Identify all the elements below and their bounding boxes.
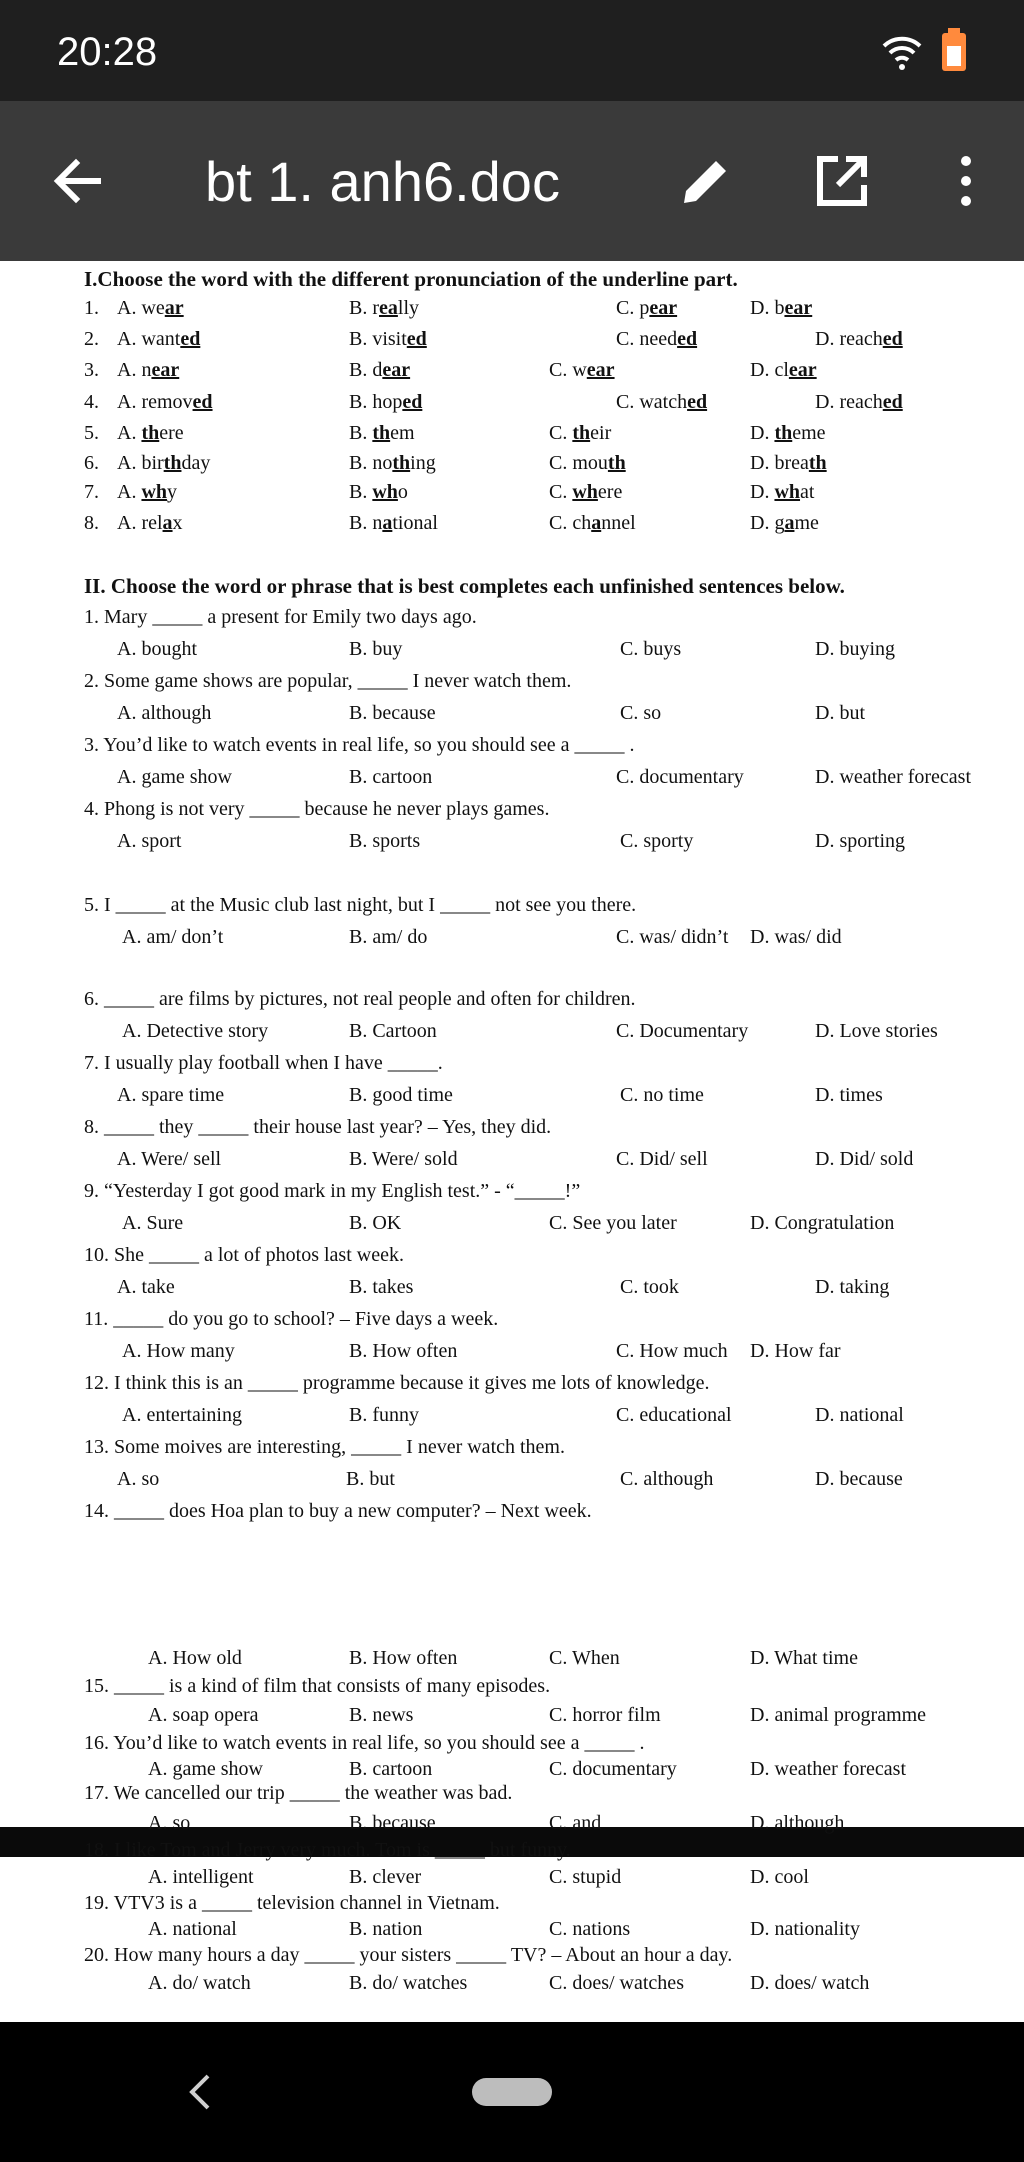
open-external-icon[interactable] [812,151,872,211]
question-text: 5. I _____ at the Music club last night, but I _____ not see you there. [84,894,637,916]
option-c: C. How much [616,1340,728,1362]
option-c: C. pear [616,297,678,319]
question-text: 12. I think this is an _____ programme because it gives me lots of knowledge. [84,1372,710,1394]
option-a: A. national [148,1918,237,1940]
option-b: B. buy [349,638,403,660]
option-c: C. stupid [549,1866,622,1888]
option-a: A. wear [117,297,184,319]
option-b: B. dear [349,359,411,381]
option-d: D. buying [815,638,895,660]
option-b: B. who [349,481,408,503]
option-c: C. documentary [616,766,744,788]
option-a: A. How old [148,1647,242,1669]
option-a: A. although [117,702,212,724]
option-c: C. needed [616,328,698,350]
option-a: A. game show [148,1758,263,1780]
option-c: C. and [549,1812,602,1834]
option-a: A. removed [117,391,213,413]
option-b: B. news [349,1704,414,1726]
option-a: A. intelligent [148,1866,254,1888]
question-text: 7. I usually play football when I have _____. [84,1052,443,1074]
option-c: C. their [549,422,612,444]
option-a: A. Were/ sell [117,1148,222,1170]
option-c: C. Documentary [616,1020,749,1042]
option-a: A. soap opera [148,1704,259,1726]
option-a: A. entertaining [122,1404,242,1426]
option-c: C. took [620,1276,679,1298]
question-text: 14. _____ does Hoa plan to buy a new computer? – Next week. [84,1500,592,1522]
option-c: C. educational [616,1404,732,1426]
question-text: 6. _____ are films by pictures, not real people and often for children. [84,988,636,1010]
option-a: A. How many [122,1340,235,1362]
row-number: 5. [84,422,99,444]
option-a: A. am/ don’t [122,926,224,948]
option-d: D. but [815,702,865,724]
option-d: D. does/ watch [750,1972,870,1994]
option-d: D. theme [750,422,826,444]
option-d: D. national [815,1404,904,1426]
option-d: D. Did/ sold [815,1148,914,1170]
app-toolbar [0,101,1024,261]
nav-back-icon[interactable] [180,2070,220,2114]
option-d: D. because [815,1468,903,1490]
option-d: D. Love stories [815,1020,938,1042]
option-a: A. game show [117,766,232,788]
option-a: A. take [117,1276,175,1298]
option-b: B. clever [349,1866,422,1888]
option-a: A. birthday [117,452,211,474]
row-number: 1. [84,297,99,319]
question-text: 17. We cancelled our trip _____ the weather was bad. [84,1782,513,1804]
option-a: A. near [117,359,180,381]
option-b: B. but [346,1468,395,1490]
row-number: 3. [84,359,99,381]
question-text: 18. I like Tom and Jerry very much. Tom is _____ but funny. [84,1839,571,1861]
question-text: 1. Mary _____ a present for Emily two days ago. [84,606,477,628]
option-c: C. horror film [549,1704,661,1726]
option-c: C. mouth [549,452,626,474]
row-number: 6. [84,452,99,474]
option-d: D. was/ did [750,926,842,948]
option-b: B. am/ do [349,926,428,948]
question-text: 10. She _____ a lot of photos last week. [84,1244,404,1266]
option-a: A. so [117,1468,160,1490]
option-a: A. wanted [117,328,201,350]
option-b: B. How often [349,1647,458,1669]
status-time: 20:28 [57,30,158,74]
option-d: D. what [750,481,815,503]
option-b: B. Were/ sold [349,1148,458,1170]
option-b: B. visited [349,328,427,350]
question-text: 13. Some moives are interesting, _____ I never watch them. [84,1436,565,1458]
option-b: B. good time [349,1084,453,1106]
option-a: A. sport [117,830,182,852]
option-c: C. Did/ sell [616,1148,708,1170]
option-b: B. cartoon [349,1758,433,1780]
status-bar [0,0,1024,101]
section2-heading: II. Choose the word or phrase that is best completes each unfinished sentences below. [84,574,845,598]
option-b: B. OK [349,1212,402,1234]
edit-pencil-icon[interactable] [676,151,736,211]
option-b: B. nothing [349,452,436,474]
option-c: C. buys [620,638,682,660]
navigation-bar [0,2022,1024,2162]
option-c: C. watched [616,391,708,413]
question-text: 3. You’d like to watch events in real life, so you should see a _____ . [84,734,635,756]
row-number: 2. [84,328,99,350]
wifi-icon [880,30,924,74]
option-c: C. nations [549,1918,631,1940]
option-b: B. cartoon [349,766,433,788]
option-b: B. nation [349,1918,423,1940]
option-d: D. times [815,1084,883,1106]
option-d: D. breath [750,452,827,474]
option-a: A. spare time [117,1084,225,1106]
option-d: D. Congratulation [750,1212,895,1234]
option-b: B. How often [349,1340,458,1362]
option-b: B. national [349,512,438,534]
row-number: 8. [84,512,99,534]
option-a: A. relax [117,512,183,534]
option-d: D. nationality [750,1918,860,1940]
question-text: 11. _____ do you go to school? – Five days a week. [84,1308,499,1330]
option-b: B. funny [349,1404,419,1426]
option-d: D. game [750,512,819,534]
option-b: B. do/ watches [349,1972,468,1994]
question-text: 8. _____ they _____ their house last year? – Yes, they did. [84,1116,552,1138]
option-d: D. weather forecast [815,766,972,788]
option-c: C. so [620,702,662,724]
option-c: C. channel [549,512,636,534]
option-c: C. documentary [549,1758,677,1780]
option-b: B. really [349,297,420,319]
row-number: 4. [84,391,99,413]
home-pill-button[interactable] [472,2078,552,2106]
battery-icon [940,28,968,72]
option-c: C. does/ watches [549,1972,684,1994]
option-a: A. bought [117,638,197,660]
option-d: D. cool [750,1866,809,1888]
option-d: D. animal programme [750,1704,927,1726]
option-a: A. why [117,481,178,503]
option-a: A. so [148,1812,191,1834]
option-d: D. bear [750,297,813,319]
option-c: C. no time [620,1084,704,1106]
option-b: B. sports [349,830,421,852]
more-options-icon[interactable] [936,151,996,211]
question-text: 16. You’d like to watch events in real life, so you should see a _____ . [84,1732,645,1754]
option-a: A. there [117,422,184,444]
option-b: B. takes [349,1276,414,1298]
option-b: B. because [349,1812,436,1834]
question-text: 4. Phong is not very _____ because he never plays games. [84,798,550,820]
document-title: bt 1. anh6.doc [205,150,560,213]
option-c: C. although [620,1468,714,1490]
question-text: 2. Some game shows are popular, _____ I never watch them. [84,670,572,692]
question-text: 9. “Yesterday I got good mark in my English test.” - “_____!” [84,1180,581,1202]
option-b: B. Cartoon [349,1020,437,1042]
option-b: B. because [349,702,436,724]
back-arrow-icon[interactable] [48,151,108,211]
option-d: D. although [750,1812,845,1834]
option-d: D. How far [750,1340,841,1362]
option-c: C. where [549,481,623,503]
option-b: B. them [349,422,415,444]
option-a: A. do/ watch [148,1972,251,1994]
option-b: B. hoped [349,391,423,413]
option-d: D. taking [815,1276,890,1298]
option-d: D. reached [815,391,903,413]
option-d: D. What time [750,1647,858,1669]
row-number: 7. [84,481,99,503]
option-c: C. wear [549,359,615,381]
option-c: C. When [549,1647,620,1669]
option-c: C. sporty [620,830,694,852]
question-text: 19. VTV3 is a _____ television channel in Vietnam. [84,1892,500,1914]
option-d: D. sporting [815,830,905,852]
option-d: D. clear [750,359,817,381]
section1-heading: I.Choose the word with the different pronunciation of the underline part. [84,267,738,291]
option-c: C. was/ didn’t [616,926,729,948]
question-text: 15. _____ is a kind of film that consists of many episodes. [84,1675,551,1697]
option-c: C. See you later [549,1212,677,1234]
option-a: A. Sure [122,1212,184,1234]
option-a: A. Detective story [122,1020,269,1042]
question-text: 20. How many hours a day _____ your sisters _____ TV? – About an hour a day. [84,1944,733,1966]
option-d: D. reached [815,328,903,350]
option-d: D. weather forecast [750,1758,907,1780]
